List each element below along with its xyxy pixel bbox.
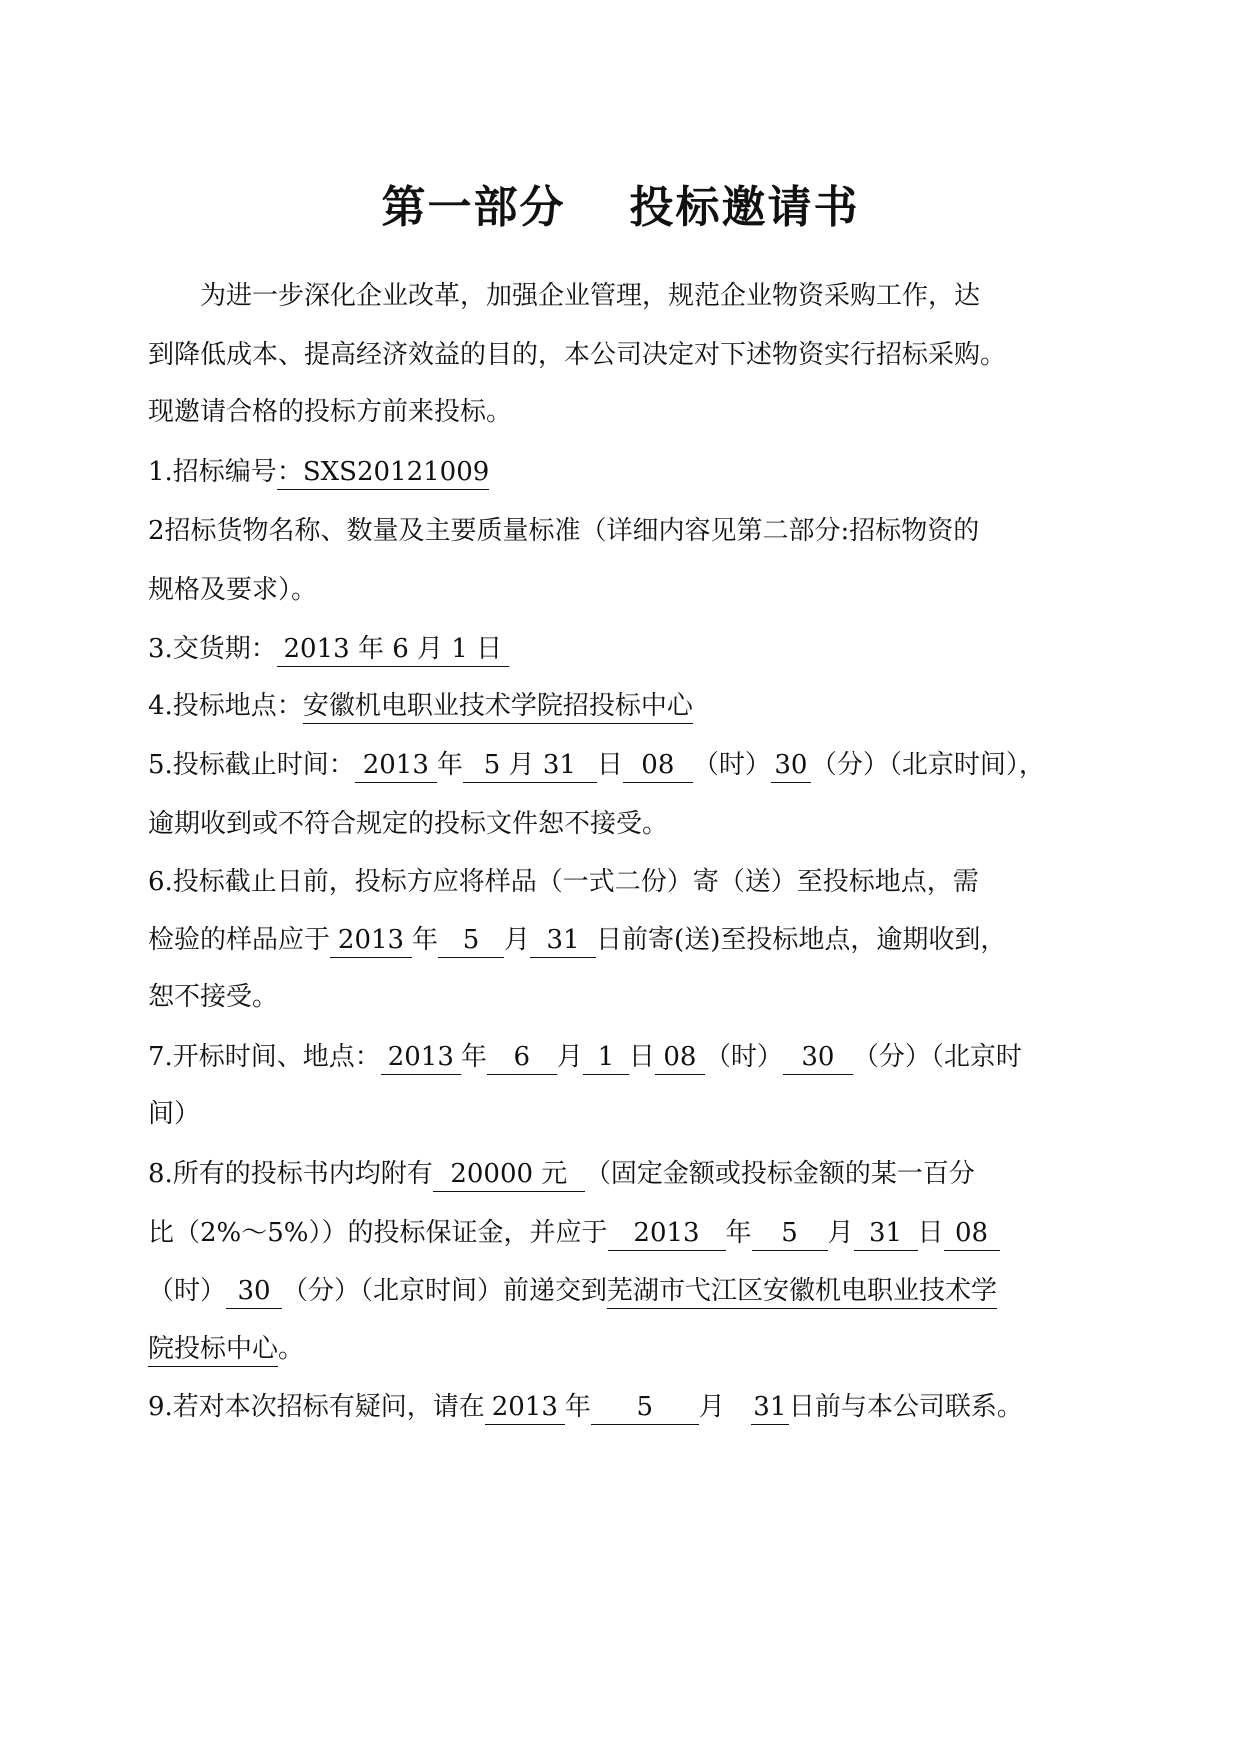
bond-place-1: 芜湖市弋江区安徽机电职业技术学: [607, 1274, 997, 1309]
intro-line-2: 到降低成本、提高经济效益的目的，本公司决定对下述物资实行招标采购。: [148, 340, 1007, 370]
item-5-line-2: 逾期收到或不符合规定的投标文件恕不接受。: [148, 809, 669, 839]
opening-hour: 08: [655, 1040, 705, 1075]
bond-day: 31: [854, 1216, 918, 1251]
bond-minute: 30: [226, 1274, 282, 1309]
intro-line-1: 为进一步深化企业改革，加强企业管理，规范企业物资采购工作，达: [200, 281, 981, 311]
page-title: [0, 178, 1241, 238]
item-7-label: 7.开标时间、地点：: [148, 1042, 381, 1072]
deadline-month-day: 5 月 31: [463, 748, 597, 783]
opening-minute: 30: [783, 1040, 853, 1075]
opening-day: 1: [583, 1040, 629, 1075]
opening-month: 6: [487, 1040, 557, 1075]
bond-hour: 08: [944, 1216, 1000, 1251]
bond-place-2: 院投标中心: [148, 1332, 278, 1367]
item-8-line-1: 8.所有的投标书内均附有 20000 元 （固定金额或投标金额的某一百分: [148, 1150, 975, 1198]
title-name: 投标邀请书: [629, 182, 860, 233]
item-5-label: 5.投标截止时间：: [148, 750, 355, 780]
inquiry-month: 5: [591, 1390, 699, 1425]
item-8-line-2: 比（2%～5%））的投标保证金，并应于 2013 年 5 月 31 日 08: [148, 1209, 1000, 1257]
deadline-hour: 08: [623, 748, 693, 783]
bid-bond-amount: 20000 元: [433, 1157, 585, 1192]
opening-year: 2013: [381, 1040, 461, 1075]
item-7-line-2: 间）: [148, 1099, 201, 1129]
delivery-date: 2013 年 6 月 1 日: [277, 632, 509, 667]
bid-number: ：SXS20121009: [277, 455, 489, 490]
sample-day: 31: [530, 923, 596, 958]
item-6-line-1: 6.投标截止日前，投标方应将样品（一式二份）寄（送）至投标地点，需: [148, 867, 979, 897]
item-3: [148, 625, 509, 673]
bond-year: 2013: [608, 1216, 726, 1251]
sample-year: 2013: [330, 923, 412, 958]
item-8-line-4: 院投标中心。: [148, 1325, 304, 1373]
item-6-line-2: 检验的样品应于 2013 年 5 月 31 日前寄(送)至投标地点，逾期收到，: [148, 916, 1006, 964]
intro-line-3: 现邀请合格的投标方前来投标。: [148, 397, 513, 427]
bid-location: 安徽机电职业技术学院招投标中心: [303, 689, 693, 724]
inquiry-day: 31: [751, 1390, 789, 1425]
item-3-label: 3.交货期：: [148, 634, 277, 664]
item-8-line-3: （时） 30 （分）（北京时间）前递交到芜湖市弋江区安徽机电职业技术学: [148, 1267, 997, 1315]
title-part: 第一部分: [381, 182, 566, 233]
item-2-line-2: 规格及要求）。: [148, 575, 318, 605]
item-1: [148, 448, 489, 496]
item-9-label: 9.若对本次招标有疑问，请在: [148, 1392, 485, 1422]
item-9: 9.若对本次招标有疑问，请在 2013 年 5 月 31日前与本公司联系。: [148, 1383, 1023, 1431]
item-6-line-3: 恕不接受。: [148, 982, 279, 1012]
item-8-label: 8.所有的投标书内均附有: [148, 1159, 433, 1189]
deadline-year: 2013: [355, 748, 437, 783]
deadline-minute: 30: [771, 748, 811, 783]
item-4-label: 4.投标地点：: [148, 691, 303, 721]
item-2-line-1: 2招标货物名称、数量及主要质量标准（详细内容见第二部分:招标物资的: [148, 516, 980, 546]
item-7-line-1: 7.开标时间、地点： 2013 年 6 月 1 日 08 （时） 30 （分）（北京时: [148, 1033, 1022, 1081]
item-4: [148, 682, 693, 730]
item-5-line-1: 5.投标截止时间： 2013 年 5 月 31 日 08 （时） 30 （分）（北京时间），: [148, 741, 1045, 789]
item-1-label: 1.招标编号: [148, 457, 277, 487]
sample-month: 5: [438, 923, 504, 958]
inquiry-year: 2013: [485, 1390, 565, 1425]
bond-month: 5: [752, 1216, 828, 1251]
